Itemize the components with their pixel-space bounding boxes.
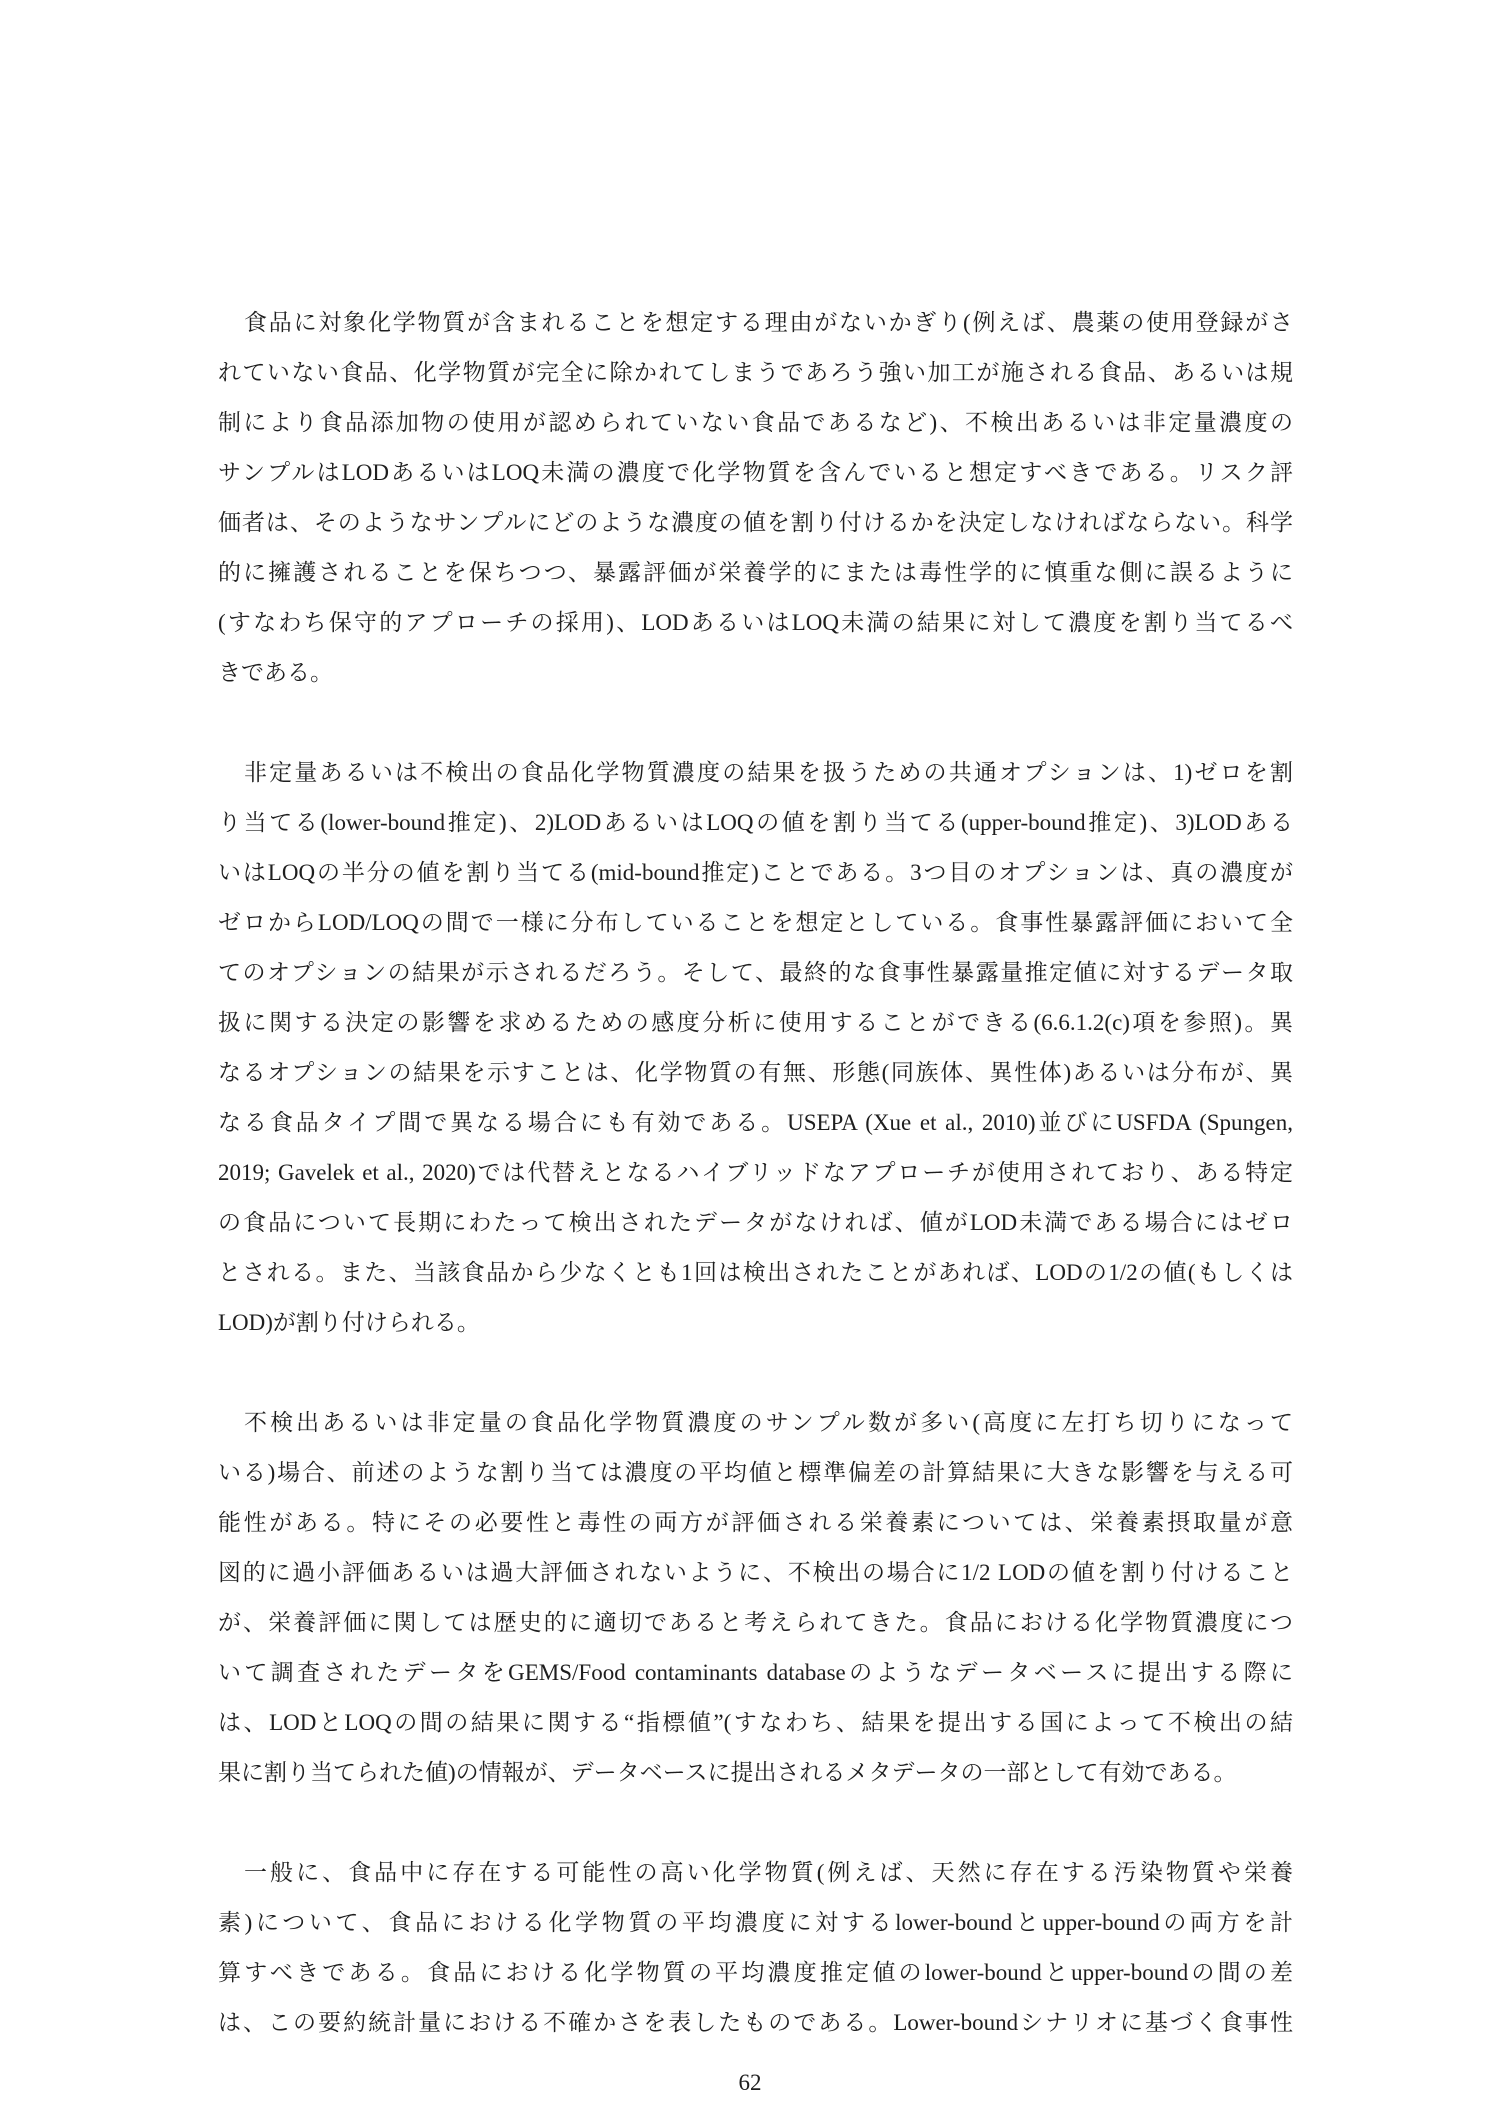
text-line: サンプルはLODあるいはLOQ未満の濃度で化学物質を含んでいると想定すべきである。リスク評 [218,460,1293,485]
text-line: 果に割り当てられた値)の情報が、データベースに提出されるメタデータの一部として有効である。 [218,1760,1237,1785]
text-line: いはLOQの半分の値を割り当てる(mid-bound推定)ことである。3つ目のオプションは、真の濃度が [218,860,1293,885]
text-line: 価者は、そのようなサンプルにどのような濃度の値を割り付けるかを決定しなければならない。科学 [218,510,1293,535]
text-line: は、LODとLOQの間の結果に関する“指標値”(すなわち、結果を提出する国によって不検出の結 [218,1710,1293,1735]
text-line: ゼロからLOD/LOQの間で一様に分布していることを想定としている。食事性暴露評価において全 [218,910,1293,935]
text-line: とされる。また、当該食品から少なくとも1回は検出されたことがあれば、LODの1/2の値(もしくは [218,1260,1293,1285]
text-line: なる食品タイプ間で異なる場合にも有効である。USEPA (Xue et al., 2010)並びにUSFDA (Spungen, [218,1110,1293,1135]
text-line: の食品について長期にわたって検出されたデータがなければ、値がLOD未満である場合にはゼロ [218,1210,1293,1235]
text-line: 非定量あるいは不検出の食品化学物質濃度の結果を扱うための共通オプションは、1)ゼロを割 [244,760,1293,785]
text-line: いて調査されたデータをGEMS/Food contaminants databaseのようなデータベースに提出する際に [218,1660,1293,1685]
text-line: が、栄養評価に関しては歴史的に適切であると考えられてきた。食品における化学物質濃度につ [218,1610,1293,1635]
paragraph-4 [218,1848,1293,2048]
text-line: いる)場合、前述のような割り当ては濃度の平均値と標準偏差の計算結果に大きな影響を与える可 [218,1460,1293,1485]
text-line: (すなわち保守的アプローチの採用)、LODあるいはLOQ未満の結果に対して濃度を割り当てるべ [218,610,1293,635]
text-line: 図的に過小評価あるいは過大評価されないように、不検出の場合に1/2 LODの値を割り付けること [218,1560,1293,1585]
text-line: きである。 [218,660,333,685]
text-line: り当てる(lower-bound推定)、2)LODあるいはLOQの値を割り当てる(upper-bound推定)、3)LODある [218,810,1293,835]
text-line: 能性がある。特にその必要性と毒性の両方が評価される栄養素については、栄養素摂取量が意 [218,1510,1293,1535]
body-text [218,298,1293,2098]
text-line: LOD)が割り付けられる。 [218,1310,480,1335]
text-line: 算すべきである。食品における化学物質の平均濃度推定値のlower-boundとupper-boundの間の差 [218,1960,1293,1985]
text-line: は、この要約統計量における不確かさを表したものである。Lower-boundシナリオに基づく食事性 [218,2010,1293,2035]
paragraph-3 [218,1398,1293,1798]
paragraph-1 [218,298,1293,698]
text-line: 食品に対象化学物質が含まれることを想定する理由がないかぎり(例えば、農薬の使用登録がさ [244,310,1293,335]
text-line: なるオプションの結果を示すことは、化学物質の有無、形態(同族体、異性体)あるいは分布が、異 [218,1060,1293,1085]
text-line: 素)について、食品における化学物質の平均濃度に対するlower-boundとupper-boundの両方を計 [218,1910,1293,1935]
page-number: 62 [738,2070,762,2095]
text-line: 不検出あるいは非定量の食品化学物質濃度のサンプル数が多い(高度に左打ち切りになって [244,1410,1293,1435]
text-line: れていない食品、化学物質が完全に除かれてしまうであろう強い加工が施される食品、あるいは規 [218,360,1293,385]
text-line: 制により食品添加物の使用が認められていない食品であるなど)、不検出あるいは非定量濃度の [218,410,1293,435]
text-line: 2019; Gavelek et al., 2020)では代替えとなるハイブリッドなアプローチが使用されており、ある特定 [218,1160,1293,1185]
paragraph-2 [218,748,1293,1348]
text-line: 一般に、食品中に存在する可能性の高い化学物質(例えば、天然に存在する汚染物質や栄養 [244,1860,1293,1885]
text-line: てのオプションの結果が示されるだろう。そして、最終的な食事性暴露量推定値に対するデータ取 [218,960,1293,985]
text-line: 的に擁護されることを保ちつつ、暴露評価が栄養学的にまたは毒性学的に慎重な側に誤るように [218,560,1293,585]
text-line: 扱に関する決定の影響を求めるための感度分析に使用することができる(6.6.1.2(c)項を参照)。異 [218,1010,1293,1035]
